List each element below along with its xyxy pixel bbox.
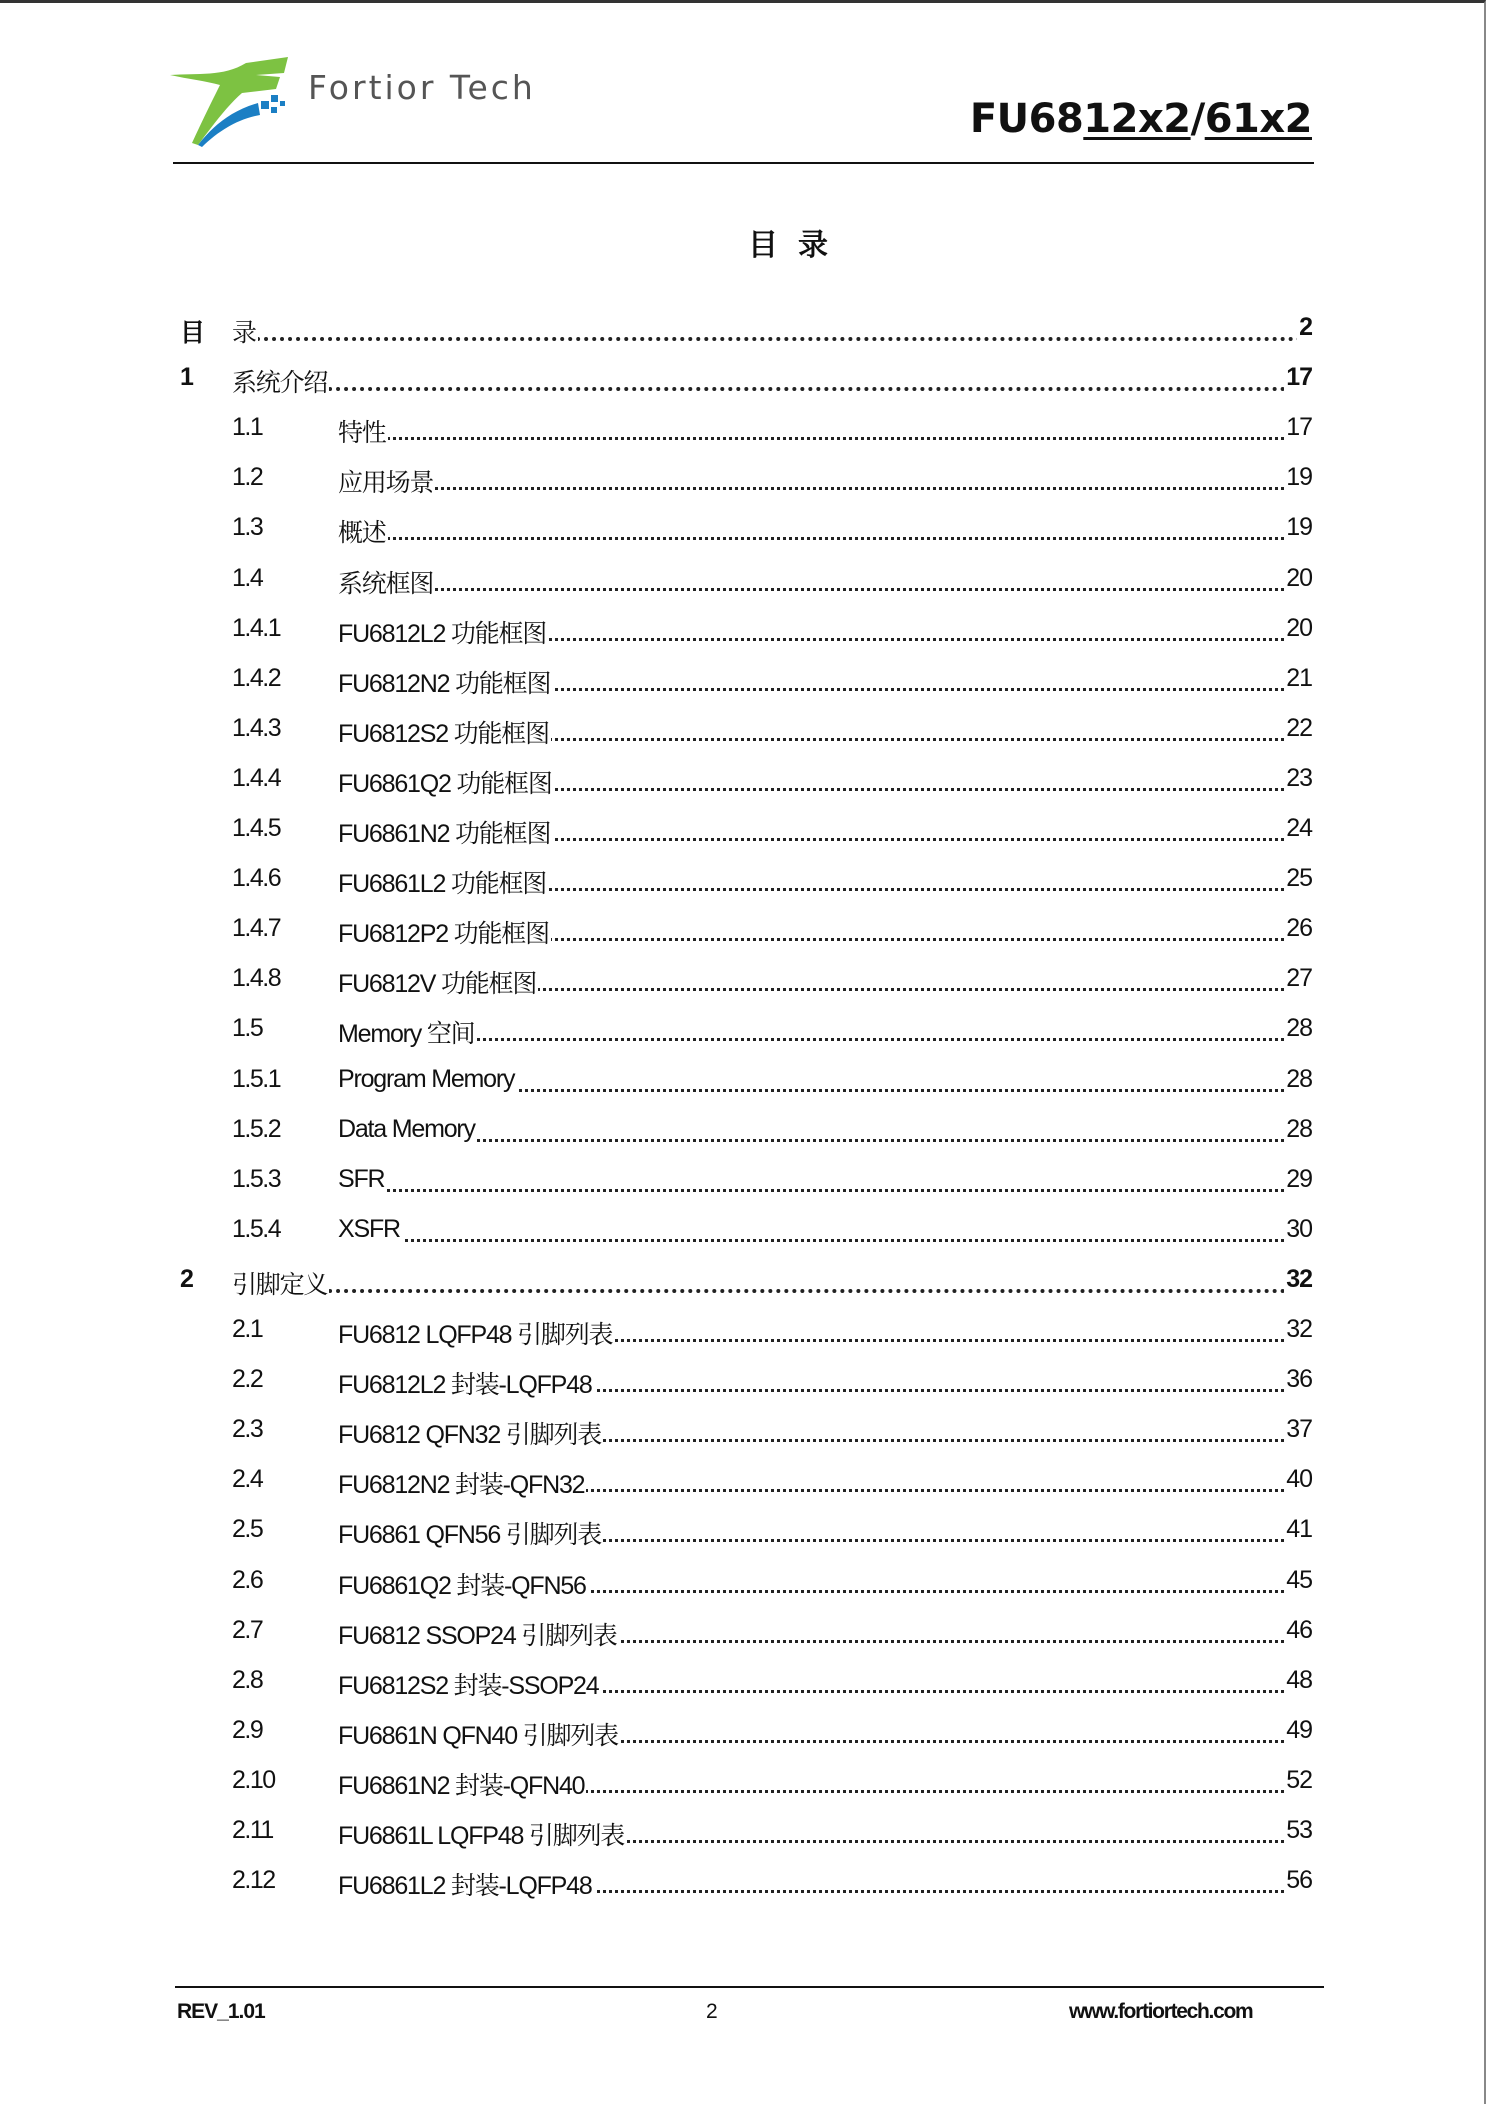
toc-entry[interactable]: [0, 552, 1488, 602]
toc-entry-title: FU6812N2 功能框图: [338, 664, 552, 700]
toc-entry-page: 48: [1286, 1665, 1312, 1694]
revision-label: REV_1.01: [177, 2000, 265, 2023]
toc-entry-page: 2: [1299, 313, 1312, 341]
toc-entry[interactable]: [0, 952, 1488, 1002]
website-link[interactable]: www.fortiortech.com: [1069, 2000, 1253, 2023]
toc-entry-page: 22: [1286, 713, 1312, 742]
dot-leader: [338, 457, 1310, 490]
toc-entry[interactable]: [0, 1153, 1488, 1203]
toc-entry-number: 1.4.4: [232, 763, 281, 792]
toc-entry-page: 19: [1286, 463, 1312, 492]
toc-entry-page: 56: [1286, 1866, 1312, 1895]
toc-entry-page: 26: [1286, 914, 1312, 943]
toc-entry-title: 引脚定义: [232, 1265, 329, 1301]
toc-entry-title: FU6812 LQFP48 引脚列表: [338, 1315, 614, 1351]
toc-entry[interactable]: [0, 652, 1488, 702]
footer-divider: [175, 1986, 1324, 1988]
toc-entry-title: 概述: [338, 513, 388, 549]
toc-entry-title: FU6812L2 封装-LQFP48: [338, 1365, 594, 1401]
toc-entry-title: Data Memory: [338, 1114, 475, 1143]
toc-entry-page: 46: [1286, 1615, 1312, 1644]
toc-entry-page: 27: [1286, 964, 1312, 993]
toc-entry-number: 2.5: [232, 1515, 263, 1544]
toc-entry-number: 1.4.5: [232, 814, 281, 842]
toc-entry-page: 19: [1286, 513, 1312, 542]
toc-entry-page: 23: [1286, 763, 1312, 792]
toc-entry-title: FU6812P2 功能框图: [338, 914, 551, 950]
toc-entry[interactable]: [0, 1403, 1488, 1453]
toc-entry-title: FU6861N2 封装-QFN40: [338, 1766, 586, 1802]
toc-entry-page: 30: [1286, 1214, 1312, 1243]
toc-entry-number: 1.4: [232, 563, 263, 592]
dot-leader: [338, 1008, 1310, 1041]
toc-entry-number: 1.4.2: [232, 663, 281, 692]
toc-entry[interactable]: [0, 1253, 1488, 1303]
toc-entry-page: 28: [1286, 1064, 1312, 1093]
toc-entry-number: 2.1: [232, 1315, 263, 1343]
toc-entry-page: 49: [1286, 1715, 1312, 1744]
toc-entry-title: 系统介绍: [232, 363, 329, 399]
toc-entry-title: XSFR: [338, 1214, 400, 1243]
toc-entry-title: Program Memory: [338, 1064, 515, 1093]
toc-entry-number: 2: [180, 1264, 193, 1293]
toc-entry-page: 28: [1286, 1014, 1312, 1043]
toc-entry[interactable]: [0, 1303, 1488, 1353]
toc-entry-title: FU6812V 功能框图: [338, 964, 538, 1000]
toc-entry[interactable]: [0, 702, 1488, 752]
toc-entry-page: 37: [1286, 1415, 1312, 1444]
toc-entry[interactable]: [0, 1453, 1488, 1503]
doc-code-part2: 61x2: [1204, 96, 1312, 142]
dot-leader: [232, 307, 1310, 341]
toc-entry-page: 53: [1286, 1816, 1312, 1844]
toc-entry[interactable]: [0, 1854, 1488, 1904]
toc-title: [0, 220, 1488, 264]
toc-entry[interactable]: [0, 852, 1488, 902]
toc-entry-number: 1.5: [232, 1014, 263, 1043]
toc-entry-title: FU6861L2 封装-LQFP48: [338, 1866, 594, 1902]
toc-entry[interactable]: [0, 351, 1488, 401]
toc-entry-number: 2.4: [232, 1465, 263, 1494]
toc-entry-title: FU6812 SSOP24 引脚列表: [338, 1616, 619, 1652]
dot-leader: [232, 357, 1310, 391]
toc-entry-number: 2.11: [232, 1816, 273, 1844]
dot-leader: [338, 1109, 1310, 1142]
toc-entry-page: 17: [1286, 363, 1312, 392]
toc-entry-number: 2.3: [232, 1415, 263, 1444]
toc-entry-number: 1.4.7: [232, 914, 281, 943]
toc-entry-title: FU6861 QFN56 引脚列表: [338, 1515, 603, 1551]
toc-entry[interactable]: [0, 1754, 1488, 1804]
doc-code-slash: /: [1190, 96, 1205, 142]
toc-title-char: 目: [748, 228, 778, 263]
toc-entry-number: 2.2: [232, 1365, 263, 1394]
toc-entry-page: 17: [1286, 413, 1312, 442]
toc-entry[interactable]: [0, 802, 1488, 852]
toc-entry-page: 20: [1286, 563, 1312, 592]
toc-entry-page: 21: [1286, 663, 1312, 692]
toc-entry-title: 特性: [338, 413, 388, 449]
toc-entry[interactable]: [0, 902, 1488, 952]
toc-entry[interactable]: [0, 1002, 1488, 1052]
toc-entry-title: FU6861Q2 功能框图: [338, 764, 554, 800]
toc-entry-title: 应用场景: [338, 463, 435, 499]
toc-entry-number: 1.5.4: [232, 1214, 281, 1243]
toc-entry[interactable]: [0, 602, 1488, 652]
toc-entry[interactable]: [0, 1604, 1488, 1654]
toc-entry-number: 2.6: [232, 1565, 263, 1594]
dot-leader: [338, 558, 1310, 591]
toc-entry-number: 1.4.1: [232, 613, 281, 642]
header-divider: [173, 162, 1314, 164]
toc-entry-page: 40: [1286, 1465, 1312, 1494]
toc-entry-number: 1.4.6: [232, 864, 281, 893]
toc-entry-title: 系统框图: [338, 564, 435, 600]
toc-entry-number: 2.7: [232, 1615, 263, 1644]
toc-entry-title: FU6812S2 封装-SSOP24: [338, 1666, 600, 1702]
toc-entry-page: 41: [1286, 1515, 1312, 1544]
toc-entry-number: 2.12: [232, 1866, 275, 1895]
toc-entry-number: 2.9: [232, 1715, 263, 1744]
toc-entry[interactable]: [0, 1353, 1488, 1403]
logo-wordmark: Fortior Tech: [308, 68, 536, 107]
toc-entry[interactable]: [0, 401, 1488, 451]
toc-entry-title: FU6861Q2 封装-QFN56: [338, 1566, 588, 1602]
toc-entry-page: 32: [1286, 1264, 1312, 1293]
toc-entry[interactable]: [0, 752, 1488, 802]
page-number: 2: [706, 2000, 718, 2023]
dot-leader: [338, 407, 1310, 440]
toc-entry[interactable]: [0, 1503, 1488, 1553]
toc-entry-title: FU6861N QFN40 引脚列表: [338, 1716, 620, 1752]
toc-entry-number: 1.1: [232, 413, 263, 442]
toc-entry-page: 29: [1286, 1164, 1312, 1193]
toc-entry-page: 52: [1286, 1765, 1312, 1794]
toc-entry[interactable]: [0, 1053, 1488, 1103]
dot-leader: [232, 1259, 1310, 1293]
toc-entry-title: SFR: [338, 1164, 385, 1193]
toc-entry-number: 1.5.3: [232, 1164, 281, 1193]
toc-entry-title: FU6812L2 功能框图: [338, 614, 548, 650]
toc-entry-number: 1.4.3: [232, 713, 281, 742]
toc-entry-title: FU6861L2 功能框图: [338, 864, 548, 900]
document-code: [970, 96, 1312, 142]
toc-entry[interactable]: [0, 1103, 1488, 1153]
dot-leader: [338, 1159, 1310, 1192]
toc-entry-number: 1.3: [232, 513, 263, 542]
doc-code-prefix: FU68: [969, 96, 1084, 142]
toc-entry[interactable]: [0, 1804, 1488, 1854]
toc-entry-title: FU6861N2 功能框图: [338, 814, 552, 850]
toc-entry[interactable]: [0, 451, 1488, 501]
doc-code-part1: 12x2: [1083, 96, 1191, 142]
toc-entry-page: 45: [1286, 1565, 1312, 1594]
toc-entry-number: 2.10: [232, 1765, 275, 1794]
dot-leader: [338, 1209, 1310, 1242]
toc-entry-page: 28: [1286, 1114, 1312, 1143]
toc-entry-page: 20: [1286, 613, 1312, 642]
toc-entry-page: 24: [1286, 814, 1312, 842]
toc-entry-title: 录: [232, 313, 258, 349]
toc-entry-number: 目: [180, 319, 204, 347]
toc-entry-number: 2.8: [232, 1665, 263, 1694]
toc-entry[interactable]: [0, 1704, 1488, 1754]
toc-entry[interactable]: [0, 301, 1488, 351]
toc-entry-number: 1.2: [232, 463, 263, 492]
toc-entry-title: FU6861L LQFP48 引脚列表: [338, 1816, 626, 1852]
toc-entry-title: Memory 空间: [338, 1014, 476, 1050]
toc-entry-page: 32: [1286, 1315, 1312, 1343]
toc-entry[interactable]: [0, 1654, 1488, 1704]
toc-entry-number: 1.5.1: [232, 1064, 281, 1093]
dot-leader: [338, 507, 1310, 540]
toc-entry-page: 25: [1286, 864, 1312, 893]
toc-entry-title: FU6812 QFN32 引脚列表: [338, 1415, 603, 1451]
toc-entry-page: 36: [1286, 1365, 1312, 1394]
fortior-logo-icon: [168, 55, 296, 147]
toc-entry-number: 1.5.2: [232, 1114, 281, 1143]
toc-entry-number: 1: [180, 363, 193, 392]
toc-entry-title: FU6812N2 封装-QFN32: [338, 1465, 586, 1501]
toc-entry-title: FU6812S2 功能框图: [338, 714, 551, 750]
toc-entry-number: 1.4.8: [232, 964, 281, 993]
toc-entry[interactable]: [0, 1554, 1488, 1604]
toc-entry[interactable]: [0, 1203, 1488, 1253]
toc-entry[interactable]: [0, 501, 1488, 551]
toc-title-char: 录: [798, 228, 828, 263]
